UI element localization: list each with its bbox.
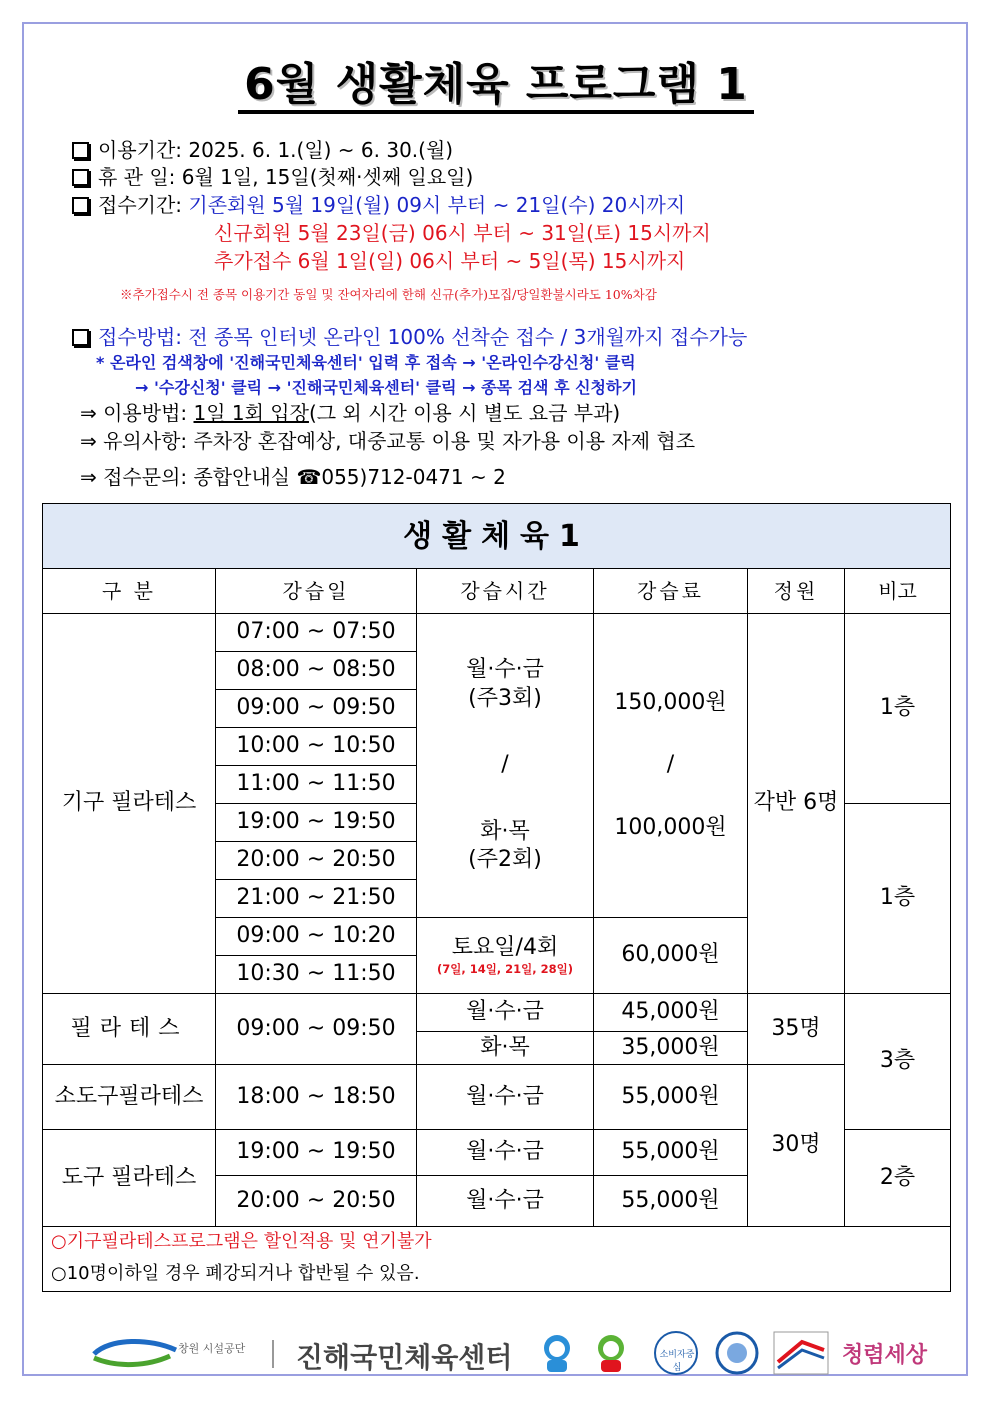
changwon-logo-icon (90, 1332, 180, 1372)
time-cell: 20:00 ~ 20:50 (216, 1176, 417, 1227)
program-name: 기구 필라테스 (43, 614, 216, 994)
fee-cell: 35,000원 (594, 1032, 748, 1065)
reg-existing: 기존회원 5월 19일(월) 09시 부터 ~ 21일(수) 20시까지 (188, 193, 686, 217)
col-capacity: 정원 (748, 569, 845, 614)
time-cell: 19:00 ~ 19:50 (216, 804, 417, 842)
days-cell: 월·수·금 (주3회) / 화·목 (주2회) (417, 614, 594, 918)
days-cell: 월·수·금 (417, 1176, 594, 1227)
time-cell: 21:00 ~ 21:50 (216, 880, 417, 918)
table-row (43, 614, 951, 652)
fee-cell: 55,000원 (594, 1130, 748, 1176)
table-row (43, 1065, 951, 1130)
method-step2: → '수강신청' 클릭 → '진해국민체육센터' 클릭 → 종목 검색 후 신청하기 (135, 378, 637, 397)
time-cell: 10:30 ~ 11:50 (216, 956, 417, 994)
org-small-text: 창원 시설공단 (178, 1342, 246, 1355)
note-discount: ○기구필라테스프로그램은 할인적용 및 연기불가 (43, 1227, 951, 1258)
method-step1: * 온라인 검색창에 '진해국민체육센터' 입력 후 접속 → '온라인수강신청' 클릭 (96, 353, 636, 372)
checkbox-icon (72, 197, 89, 214)
consumer-badge-text: 소비자중심 (659, 1350, 695, 1373)
time-cell: 20:00 ~ 20:50 (216, 842, 417, 880)
slogan: 청렴세상 (842, 1342, 928, 1368)
days-cell: 토요일/4회 (7일, 14일, 21일, 28일) (417, 918, 594, 994)
time-cell: 11:00 ~ 11:50 (216, 766, 417, 804)
col-category: 구 분 (43, 569, 216, 614)
fee-cell: 150,000원 / 100,000원 (594, 614, 748, 918)
time-cell: 18:00 ~ 18:50 (216, 1065, 417, 1130)
reg-note: ※추가접수시 전 종목 이용기간 동일 및 잔여자리에 한해 신규(추가)모집/당일환불시라도 10%차감 (120, 287, 657, 302)
checkbox-icon (72, 142, 89, 159)
time-cell: 09:00 ~ 10:20 (216, 918, 417, 956)
capacity-cell: 각반 6명 (748, 614, 845, 994)
table-header-row (43, 569, 951, 614)
closed-line: 휴 관 일: 6월 1일, 15일(첫째·셋째 일요일) (72, 164, 473, 190)
mascot-icon (532, 1330, 582, 1376)
mascot-green-icon (586, 1330, 636, 1376)
note-cancel: ○10명이하일 경우 폐강되거나 합반될 수 있음. (43, 1257, 951, 1292)
fee-cell: 60,000원 (594, 918, 748, 994)
fee-cell: 45,000원 (594, 994, 748, 1032)
col-note: 비고 (845, 569, 951, 614)
registration-line: 접수기간: 기존회원 5월 19일(월) 09시 부터 ~ 21일(수) 20시까지 (72, 192, 685, 218)
col-time: 강습일 (216, 569, 417, 614)
fee-cell: 55,000원 (594, 1176, 748, 1227)
time-cell: 08:00 ~ 08:50 (216, 652, 417, 690)
floor-cell: 2층 (845, 1130, 951, 1227)
award-flag-icon (772, 1330, 830, 1376)
capacity-cell: 30명 (748, 1065, 845, 1227)
usage-line: ⇒ 이용방법: 1일 1회 입장(그 외 시간 이용 시 별도 요금 부과) (80, 401, 621, 425)
table-heading: 생활체육1 (43, 504, 951, 569)
col-days: 강습시간 (417, 569, 594, 614)
floor-cell: 1층 (845, 804, 951, 994)
time-cell: 19:00 ~ 19:50 (216, 1130, 417, 1176)
contact-line: ⇒ 접수문의: 종합안내실 ☎055)712-0471 ~ 2 (80, 465, 506, 489)
program-table (42, 503, 951, 1292)
divider (272, 1340, 274, 1368)
program-name: 소도구필라테스 (43, 1065, 216, 1130)
table-row (43, 994, 951, 1032)
time-cell: 07:00 ~ 07:50 (216, 614, 417, 652)
fee-cell: 55,000원 (594, 1065, 748, 1130)
days-cell: 월·수·금 (417, 1065, 594, 1130)
col-fee: 강습료 (594, 569, 748, 614)
time-cell: 10:00 ~ 10:50 (216, 728, 417, 766)
caution-line: ⇒ 유의사항: 주차장 혼잡예상, 대중교통 이용 및 자가용 이용 자제 협조 (80, 429, 696, 453)
method-line: 접수방법: 전 종목 인터넷 온라인 100% 선착순 접수 / 3개월까지 접수가능 (72, 324, 747, 350)
period-line: 이용기간: 2025. 6. 1.(일) ~ 6. 30.(월) (72, 137, 453, 163)
reg-new: 신규회원 5월 23일(금) 06시 부터 ~ 31일(토) 15시까지 (214, 221, 711, 245)
capacity-cell: 35명 (748, 994, 845, 1065)
program-name: 도구 필라테스 (43, 1130, 216, 1227)
checkbox-icon (72, 169, 89, 186)
time-cell: 09:00 ~ 09:50 (216, 994, 417, 1065)
footer-logos (0, 1330, 992, 1380)
floor-cell: 1층 (845, 614, 951, 804)
cert-badge-icon (712, 1330, 762, 1376)
days-cell: 월·수·금 (417, 994, 594, 1032)
page-title: 6월 생활체육 프로그램 1 (0, 48, 992, 112)
checkbox-icon (72, 329, 89, 346)
days-cell: 화·목 (417, 1032, 594, 1065)
center-name: 진해국민체육센터 (296, 1341, 513, 1374)
floor-cell: 3층 (845, 994, 951, 1130)
reg-extra: 추가접수 6월 1일(일) 06시 부터 ~ 5일(목) 15시까지 (214, 249, 686, 273)
time-cell: 09:00 ~ 09:50 (216, 690, 417, 728)
program-name: 필라테스 (43, 994, 216, 1065)
days-cell: 월·수·금 (417, 1130, 594, 1176)
